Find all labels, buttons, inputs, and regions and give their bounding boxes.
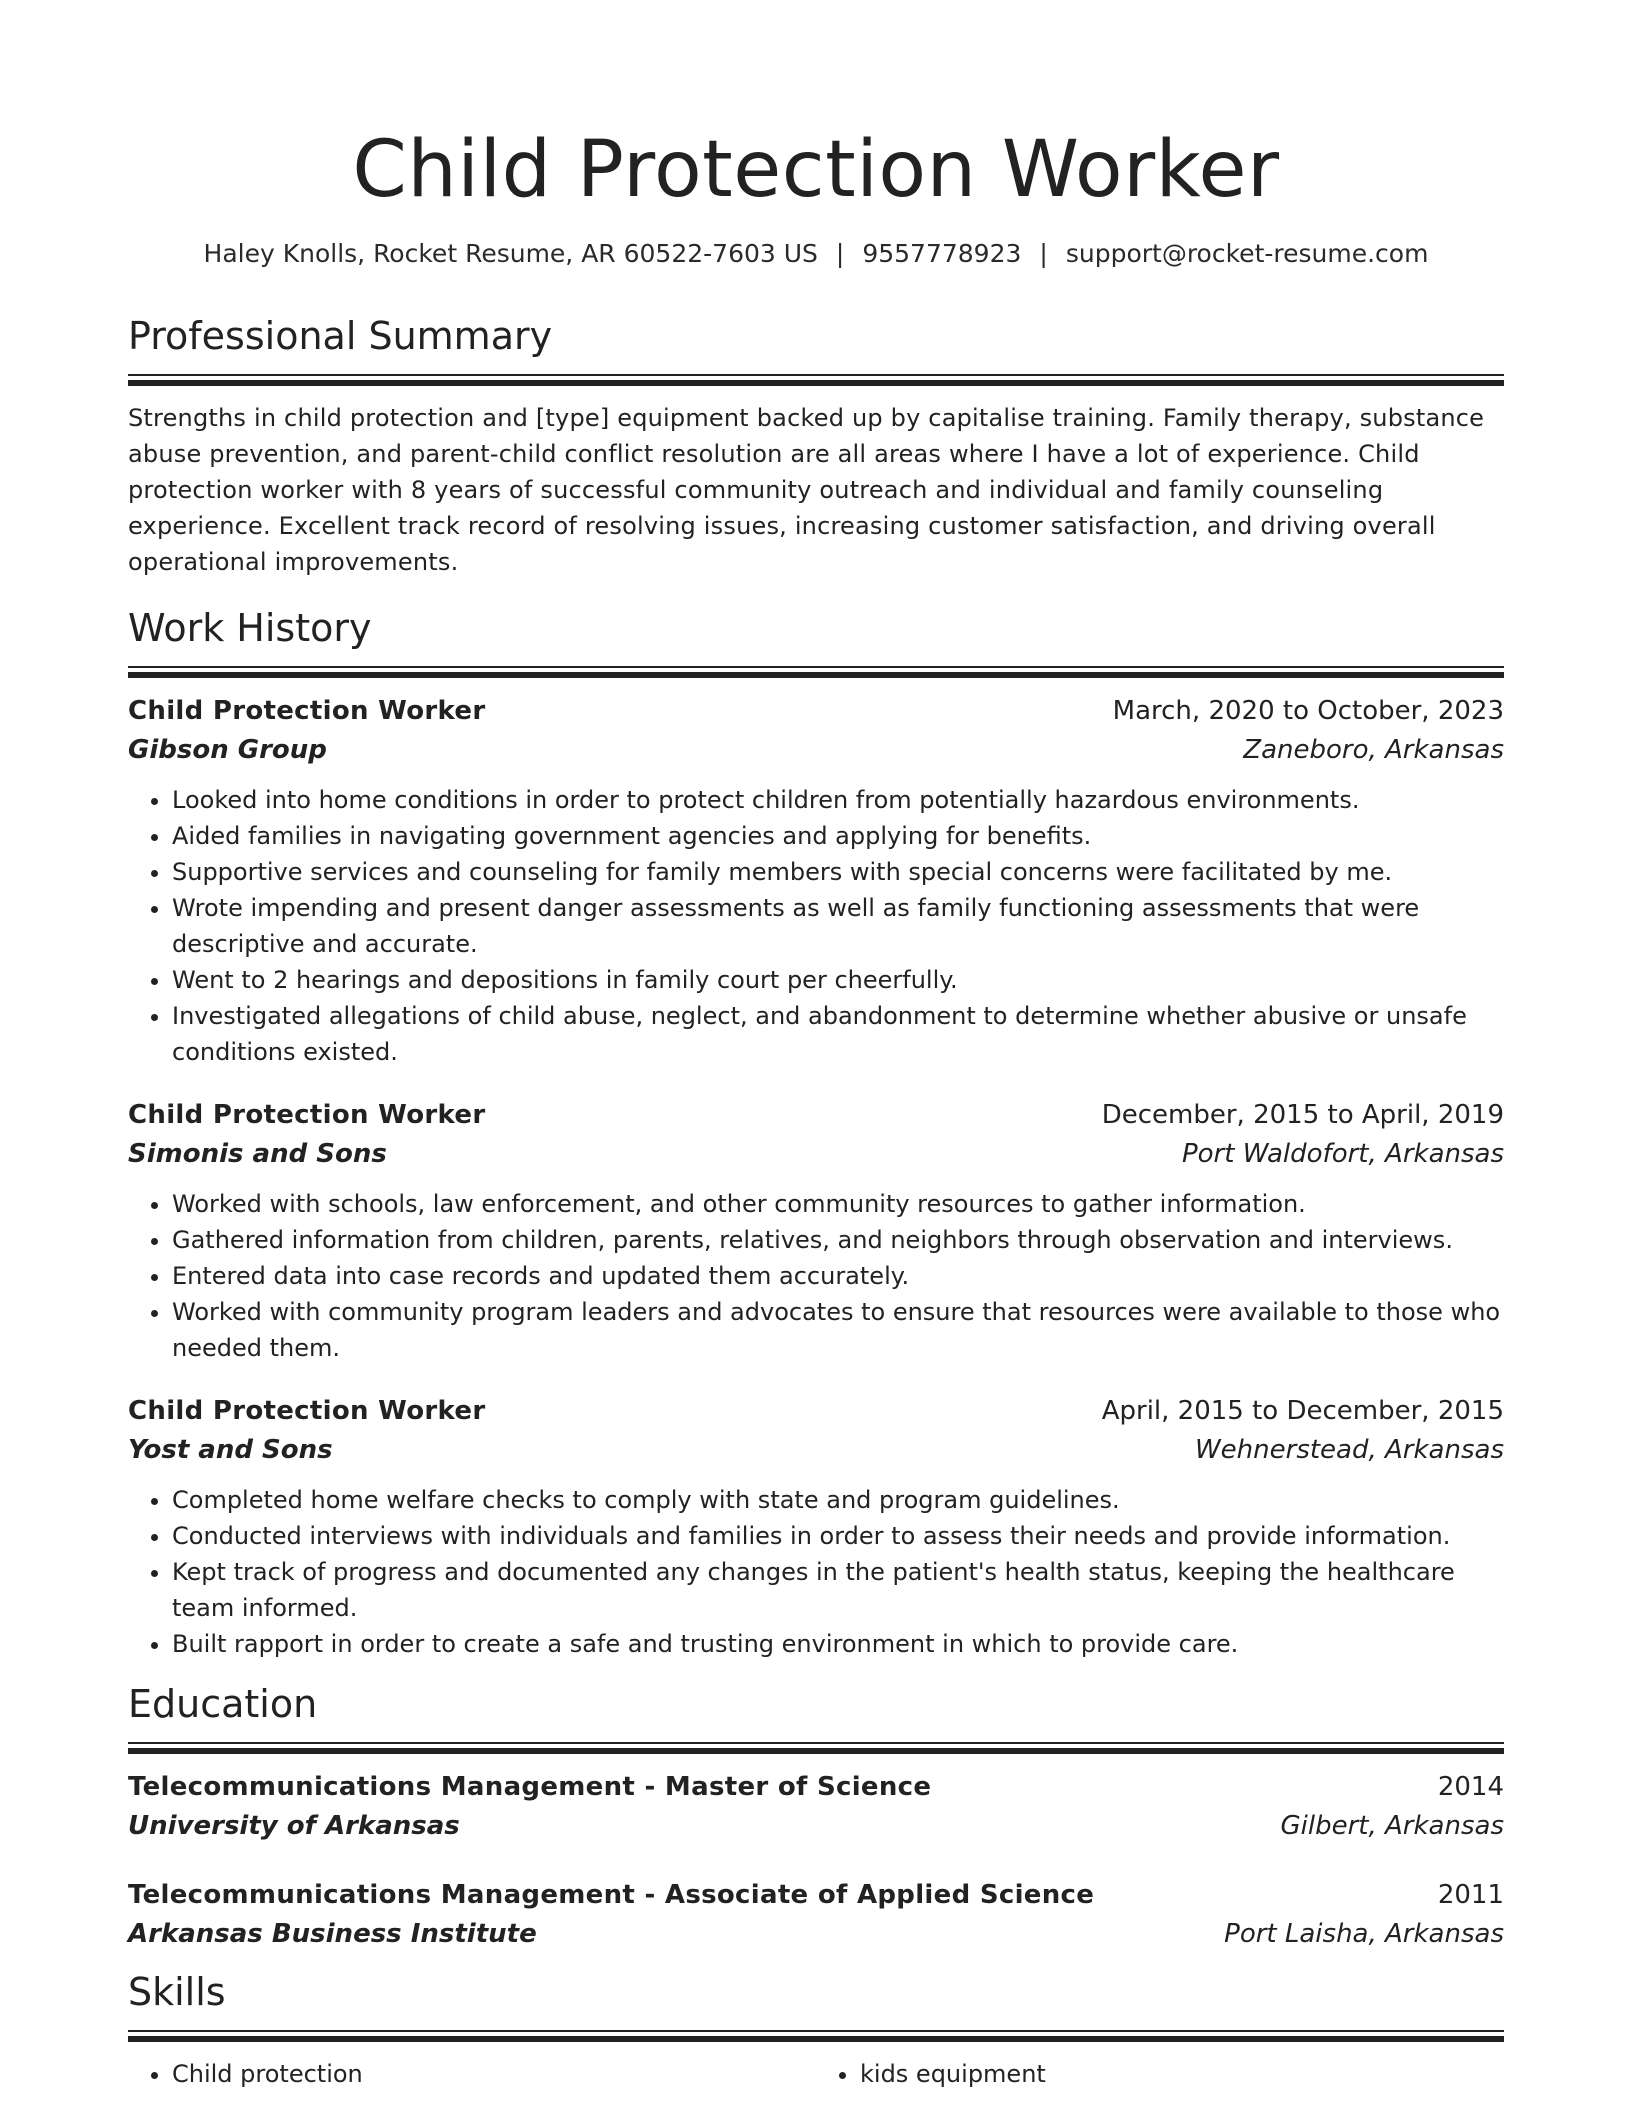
job-bullets — [128, 782, 1504, 1070]
job-title: Child Protection Worker — [128, 1100, 486, 1130]
summary-section — [128, 312, 1504, 580]
section-divider — [128, 666, 1504, 678]
contact-email[interactable]: support@rocket-resume.com — [1065, 239, 1429, 268]
job-location: Zaneboro, Arkansas — [1243, 735, 1504, 765]
bullet-item: • Worked with schools, law enforcement, and other community resources to gather information. — [172, 1186, 1504, 1222]
section-divider — [128, 2030, 1504, 2042]
bullet-item: • Kept track of progress and documented any changes in the patient's health status, keeping the healthcare team informed. — [172, 1554, 1504, 1626]
section-title-work-history: Work History — [128, 606, 372, 650]
bullet-item: • Conducted interviews with individuals and families in order to assess their needs and provide information. — [172, 1518, 1504, 1554]
bullet-item: • Built rapport in order to create a safe and trusting environment in which to provide care. — [172, 1626, 1504, 1662]
job-bullets — [128, 1186, 1504, 1366]
bullet-item: • Gathered information from children, parents, relatives, and neighbors through observation and interviews. — [172, 1222, 1504, 1258]
company-name: Simonis and Sons — [128, 1139, 387, 1169]
skill-item: • Child protection — [172, 2056, 816, 2092]
resume-content — [128, 0, 1504, 2092]
contact-line — [128, 238, 1504, 270]
section-title-skills: Skills — [128, 1970, 226, 2014]
skills-list-left — [128, 2056, 816, 2092]
bullet-item: • Went to 2 hearings and depositions in family court per cheerfully. — [172, 962, 1504, 998]
contact-separator: | — [835, 239, 845, 268]
job-title: Child Protection Worker — [128, 696, 486, 726]
bullet-item: • Supportive services and counseling for family members with special concerns were facilitated by me. — [172, 854, 1504, 890]
education-section — [128, 1680, 1504, 1954]
school-name: University of Arkansas — [128, 1811, 460, 1841]
job-entry — [128, 692, 1504, 1070]
job-location: Port Waldofort, Arkansas — [1181, 1139, 1504, 1169]
bullet-item: • Worked with community program leaders and advocates to ensure that resources were available to those who needed them. — [172, 1294, 1504, 1366]
job-dates: April, 2015 to December, 2015 — [1101, 1396, 1504, 1426]
degree-title: Telecommunications Management - Associate of Applied Science — [128, 1880, 1095, 1910]
job-title: Child Protection Worker — [128, 1396, 486, 1426]
bullet-item: • Completed home welfare checks to comply with state and program guidelines. — [172, 1482, 1504, 1518]
degree-title: Telecommunications Management - Master of Science — [128, 1772, 932, 1802]
job-bullets — [128, 1482, 1504, 1662]
section-title-education: Education — [128, 1682, 318, 1726]
job-dates: March, 2020 to October, 2023 — [1112, 696, 1504, 726]
section-divider — [128, 1742, 1504, 1754]
school-location: Port Laisha, Arkansas — [1224, 1919, 1504, 1949]
contact-separator: | — [1039, 239, 1048, 268]
job-entry — [128, 1096, 1504, 1366]
graduation-year: 2011 — [1437, 1880, 1504, 1910]
work-history-section — [128, 604, 1504, 1662]
skill-item: • kids equipment — [860, 2056, 1504, 2092]
contact-address: Haley Knolls, Rocket Resume, AR 60522-7603 US — [203, 239, 818, 268]
section-title-summary: Professional Summary — [128, 314, 553, 358]
school-name: Arkansas Business Institute — [128, 1919, 537, 1949]
school-location: Gilbert, Arkansas — [1280, 1811, 1504, 1841]
job-entry — [128, 1392, 1504, 1662]
summary-text: Strengths in child protection and [type] equipment backed up by capitalise training. Family therapy, substance abuse prevention, and parent-child conflict resolution are all areas where I have a lot of experience. Child protection worker with 8 years of successful community outreach and individual and family counseling experience. Excellent track record of resolving issues, increasing customer satisfaction, and driving overall operational improvements. — [128, 404, 1485, 576]
skills-columns — [128, 2056, 1504, 2092]
bullet-item: • Aided families in navigating government agencies and applying for benefits. — [172, 818, 1504, 854]
skills-list-right — [816, 2056, 1504, 2092]
resume-title: Child Protection Worker — [352, 125, 1280, 215]
skills-section — [128, 1968, 1504, 2092]
section-divider — [128, 374, 1504, 386]
job-location: Wehnerstead, Arkansas — [1194, 1435, 1504, 1465]
bullet-item: • Wrote impending and present danger assessments as well as family functioning assessments that were descriptive and accurate. — [172, 890, 1504, 962]
education-entry — [128, 1768, 1504, 1846]
company-name: Gibson Group — [128, 735, 327, 765]
bullet-item: • Investigated allegations of child abuse, neglect, and abandonment to determine whether abusive or unsafe conditions existed. — [172, 998, 1504, 1070]
job-dates: December, 2015 to April, 2019 — [1101, 1100, 1504, 1130]
company-name: Yost and Sons — [128, 1435, 333, 1465]
graduation-year: 2014 — [1437, 1772, 1504, 1802]
education-entry — [128, 1876, 1504, 1954]
bullet-item: • Entered data into case records and updated them accurately. — [172, 1258, 1504, 1294]
contact-phone: 9557778923 — [862, 239, 1022, 268]
bullet-item: • Looked into home conditions in order to protect children from potentially hazardous environments. — [172, 782, 1504, 818]
